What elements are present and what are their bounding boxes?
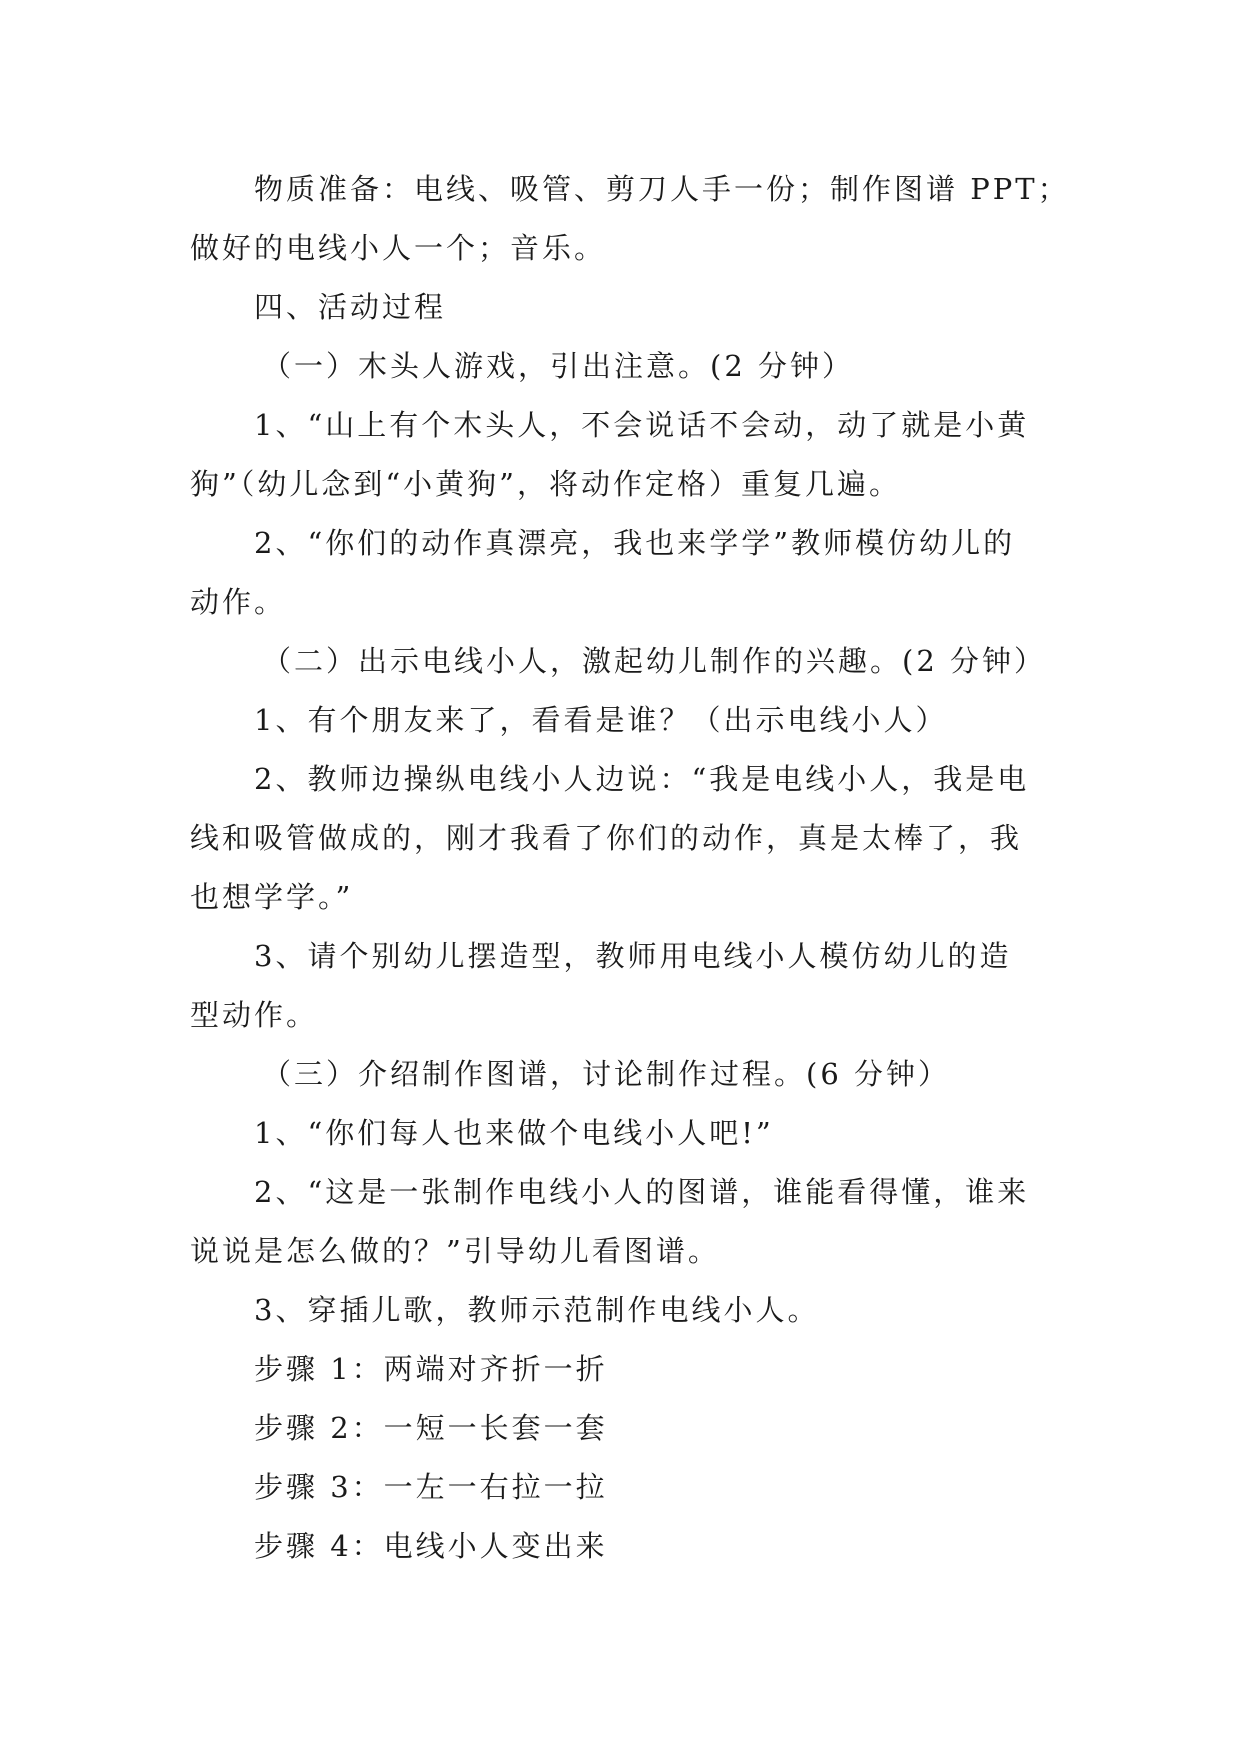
paragraph-1-2-line-2: 动作。 — [190, 585, 287, 619]
paragraph-2-3-line-1: 3、请个别幼儿摆造型，教师用电线小人模仿幼儿的造 — [254, 939, 1012, 973]
paragraph-3-2-line-2: 说说是怎么做的？”引导幼儿看图谱。 — [190, 1234, 720, 1268]
paragraph-1-1-line-1: 1、“山上有个木头人，不会说话不会动，动了就是小黄 — [254, 408, 1030, 442]
paragraph-3-3: 3、穿插儿歌，教师示范制作电线小人。 — [254, 1293, 820, 1327]
document-page — [190, 160, 1070, 1576]
step-2: 步骤 2：一短一长套一套 — [254, 1411, 608, 1445]
paragraph-2-2-line-3: 也想学学。” — [190, 880, 354, 914]
paragraph-2-2-line-1: 2、教师边操纵电线小人边说：“我是电线小人，我是电 — [254, 762, 1030, 796]
subsection-heading-1: （一）木头人游戏，引出注意。(2 分钟） — [262, 349, 854, 383]
subsection-heading-2: （二）出示电线小人，激起幼儿制作的兴趣。(2 分钟） — [262, 644, 1046, 678]
paragraph-3-2-line-1: 2、“这是一张制作电线小人的图谱，谁能看得懂，谁来 — [254, 1175, 1030, 1209]
paragraph-2-1: 1、有个朋友来了，看看是谁？（出示电线小人） — [254, 703, 948, 737]
paragraph-1-1-line-2: 狗”（幼儿念到“小黄狗”，将动作定格）重复几遍。 — [190, 467, 901, 501]
paragraph-1-2-line-1: 2、“你们的动作真漂亮，我也来学学”教师模仿幼儿的 — [254, 526, 1016, 560]
step-4: 步骤 4：电线小人变出来 — [254, 1529, 608, 1563]
paragraph-3-1: 1、“你们每人也来做个电线小人吧!” — [254, 1116, 774, 1150]
section-heading-activity-process: 四、活动过程 — [254, 290, 447, 324]
step-3: 步骤 3：一左一右拉一拉 — [254, 1470, 608, 1504]
materials-line-2: 做好的电线小人一个；音乐。 — [190, 231, 607, 265]
materials-line-1: 物质准备：电线、吸管、剪刀人手一份；制作图谱 PPT； — [254, 172, 1070, 206]
paragraph-2-3-line-2: 型动作。 — [190, 998, 319, 1032]
paragraph-2-2-line-2: 线和吸管做成的，刚才我看了你们的动作，真是太棒了，我 — [190, 821, 1023, 855]
subsection-heading-3: （三）介绍制作图谱，讨论制作过程。(6 分钟） — [262, 1057, 950, 1091]
step-1: 步骤 1：两端对齐折一折 — [254, 1352, 608, 1386]
